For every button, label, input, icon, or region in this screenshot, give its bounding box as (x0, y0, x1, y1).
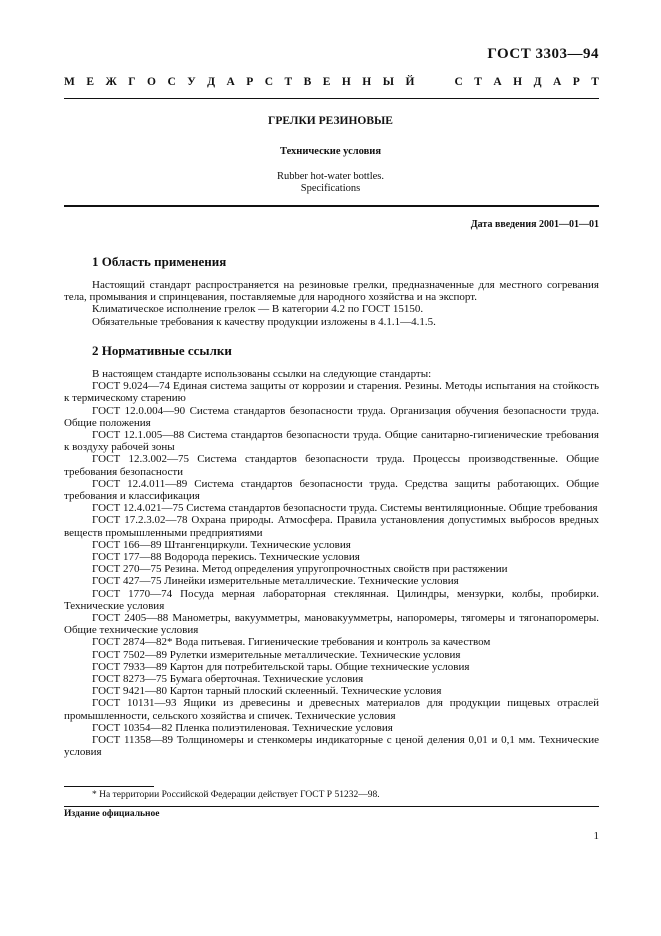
banner-letter: А (226, 76, 235, 88)
reference-item: ГОСТ 7933—89 Картон для потребительской тары. Общие технические условия (92, 660, 470, 673)
footnote: * На территории Российской Федерации действует ГОСТ Р 51232—98. (92, 790, 380, 800)
reference-item: ГОСТ 177—88 Водорода перекись. Технические условия (92, 551, 360, 564)
reference-item: ГОСТ 12.4.021—75 Система стандартов безопасности труда. Системы вентиляционные. Общие требования (92, 502, 598, 515)
banner-letter: С (454, 76, 463, 88)
paragraph: Обязательные требования к качеству продукции изложены в 4.1.1—4.1.5. (92, 315, 436, 328)
banner-letter: Г (128, 76, 136, 88)
reference-item: ГОСТ 166—89 Штангенциркули. Технические условия (92, 538, 351, 551)
banner-letter: Т (591, 76, 599, 88)
document-subtitle: Технические условия (279, 146, 382, 157)
banner-letter: Д (533, 76, 542, 88)
banner-letter: Е (322, 76, 331, 88)
title-divider (64, 205, 599, 207)
banner-gap (440, 76, 443, 88)
reference-item: ГОСТ 427—75 Линейки измерительные металлические. Технические условия (92, 575, 459, 588)
reference-item: ГОСТ 11358—89 Толщиномеры и стенкомеры индикаторные с ценой деления 0,01 и 0,1 мм. Технические условия (64, 734, 599, 759)
banner-letter: А (552, 76, 562, 88)
reference-item: ГОСТ 12.4.011—89 Система стандартов безопасности труда. Средства защиты работающих. Общие требования и классификация (64, 477, 599, 503)
edition-divider (64, 806, 599, 807)
header-divider (64, 98, 599, 99)
english-title (0, 171, 661, 195)
reference-item: ГОСТ 2405—88 Манометры, вакуумметры, мановакуумметры, напоромеры, тягомеры и тягонапоромеры. Общие технические условия (64, 612, 599, 637)
section-2-body (64, 368, 599, 759)
banner-letter: Ы (382, 76, 394, 88)
banner-letter: Т (284, 76, 293, 88)
gost-number: ГОСТ 3303—94 (487, 46, 599, 62)
english-title-line: Rubber hot-water bottles. (276, 171, 384, 182)
banner-letter: Е (86, 76, 94, 88)
intro-date: Дата введения 2001—01—01 (470, 219, 599, 230)
banner-gap (426, 76, 429, 88)
footnote-divider (64, 786, 154, 787)
reference-item: ГОСТ 8273—75 Бумага оберточная. Технические условия (92, 673, 364, 686)
banner-letter: М (64, 76, 75, 88)
section-1-heading: 1 Область применения (92, 254, 227, 269)
banner-letter: О (147, 76, 156, 88)
banner-letter: В (303, 76, 312, 88)
paragraph: В настоящем стандарте использованы ссылки на следующие стандарты: (92, 368, 432, 380)
banner-letter: Р (572, 76, 580, 88)
section-2-heading: 2 Нормативные ссылки (92, 343, 232, 358)
reference-item: ГОСТ 7502—89 Рулетки измерительные металлические. Технические условия (92, 648, 461, 661)
reference-item: ГОСТ 12.3.002—75 Система стандартов безопасности труда. Процессы производственные. Общие требования безопасности (64, 453, 599, 478)
reference-item: ГОСТ 12.1.005—88 Система стандартов безопасности труда. Общие санитарно-гигиенические требования к воздуху рабочей зоны (64, 429, 599, 454)
banner-letter: Н (513, 76, 523, 88)
paragraph: Климатическое исполнение грелок — В категории 4.2 по ГОСТ 15150. (92, 303, 424, 316)
banner-letter: Р (246, 76, 254, 88)
reference-item: ГОСТ 9.024—74 Единая система защиты от коррозии и старения. Резины. Методы испытания на стойкость к термическому старению (64, 380, 599, 405)
banner-letter: А (493, 76, 502, 88)
banner-letter: Й (405, 76, 415, 88)
english-title-line: Specifications (300, 183, 361, 194)
banner-letter: Ж (105, 76, 117, 88)
page-number: 1 (593, 830, 599, 842)
reference-item: ГОСТ 270—75 Резина. Метод определения упругопрочностных свойств при растяжении (92, 563, 508, 576)
banner-letter: Н (362, 76, 372, 88)
reference-item: ГОСТ 2874—82* Вода питьевая. Гигиенические требования и контроль за качеством (92, 636, 491, 649)
banner-letter: С (264, 76, 274, 88)
section-1-body (64, 279, 599, 328)
reference-item: ГОСТ 10354—82 Пленка полиэтиленовая. Технические условия (92, 721, 393, 734)
reference-item: ГОСТ 9421—80 Картон тарный плоский склеенный. Технические условия (92, 685, 442, 698)
banner-letter: У (187, 76, 196, 88)
interstate-standard-banner (64, 76, 599, 88)
reference-item: ГОСТ 12.0.004—90 Система стандартов безопасности труда. Организация обучения безопасности труда. Общие положения (64, 404, 599, 429)
paragraph: Настоящий стандарт распространяется на резиновые грелки, предназначенные для местного согревания тела, промывания и спринцевания, поставляемые для народного хозяйства и на экспорт. (64, 279, 599, 304)
reference-item: ГОСТ 1770—74 Посуда мерная лабораторная стеклянная. Цилиндры, мензурки, колбы, пробирки. Технические условия (64, 587, 599, 612)
banner-letter: С (167, 76, 176, 88)
banner-letter: Т (474, 76, 482, 88)
document-title: ГРЕЛКИ РЕЗИНОВЫЕ (268, 115, 393, 127)
reference-item: ГОСТ 17.2.3.02—78 Охрана природы. Атмосфера. Правила установления допустимых выбросов вредных веществ промышленными предприятиями (64, 514, 599, 539)
banner-letter: Д (207, 76, 216, 88)
edition-label: Издание официальное (64, 809, 160, 819)
banner-letter: Н (341, 76, 351, 88)
reference-item: ГОСТ 10131—93 Ящики из древесины и древесных материалов для продукции пищевых отраслей промышленности, сельского хозяйства и спичек. Технические условия (64, 697, 599, 722)
